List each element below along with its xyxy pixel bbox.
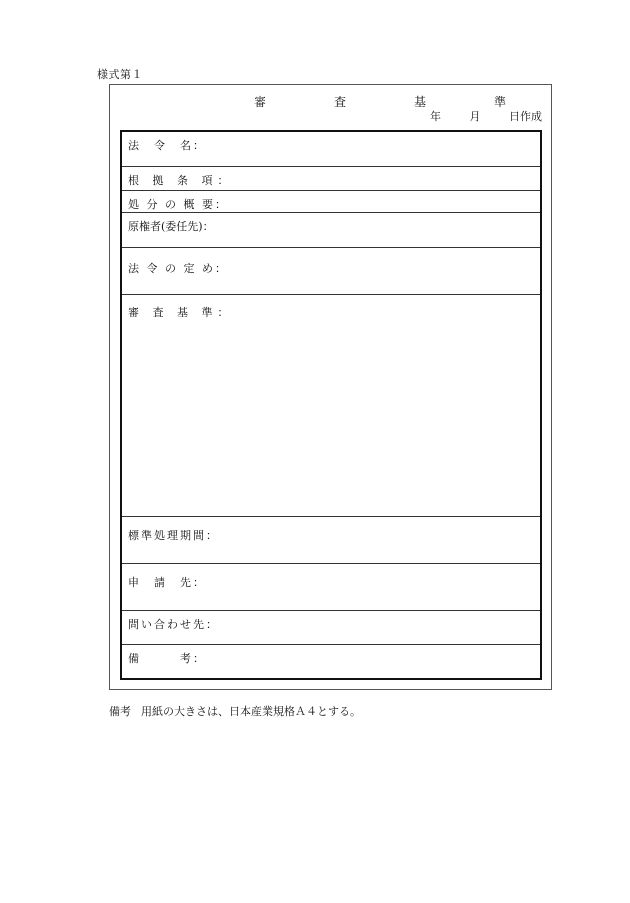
row-label: 原権者(委任先)：: [128, 220, 214, 233]
row-label: 標準処理期間：: [128, 529, 219, 542]
row-label: 審 査 基 準：: [128, 306, 234, 319]
row-label: 法 令 名：: [128, 139, 206, 152]
row-original-authority: [122, 213, 540, 248]
criteria-table: [120, 130, 542, 680]
row-disposition-summary: [122, 191, 540, 213]
row-label: 法 令 の 定 め：: [128, 262, 228, 275]
row-label: 問い合わせ先：: [128, 618, 219, 631]
footer-remark: [109, 703, 361, 719]
row-review-criteria: [122, 295, 540, 517]
remark-heading: 備考: [109, 705, 131, 718]
row-label: 備 考：: [128, 652, 206, 665]
creation-date-line: [430, 108, 542, 124]
form-number: 様式第１: [97, 68, 143, 81]
row-law-provisions: [122, 248, 540, 295]
row-law-name: [122, 132, 540, 167]
row-contact: [122, 611, 540, 645]
document-title: 審 査 基 準: [254, 95, 535, 109]
row-remarks: [122, 645, 540, 678]
row-legal-basis: [122, 167, 540, 191]
date-day-created-label: 日作成: [509, 110, 542, 123]
row-label: 根 拠 条 項：: [128, 174, 234, 187]
date-month-label: 月: [469, 110, 481, 123]
row-label: 処 分 の 概 要：: [128, 198, 228, 211]
row-label: 申 請 先：: [128, 576, 206, 589]
row-standard-processing-period: [122, 517, 540, 564]
remark-text: 用紙の大きさは、日本産業規格Ａ４とする。: [141, 705, 361, 718]
row-application-destination: [122, 564, 540, 611]
date-year-label: 年: [430, 110, 441, 123]
